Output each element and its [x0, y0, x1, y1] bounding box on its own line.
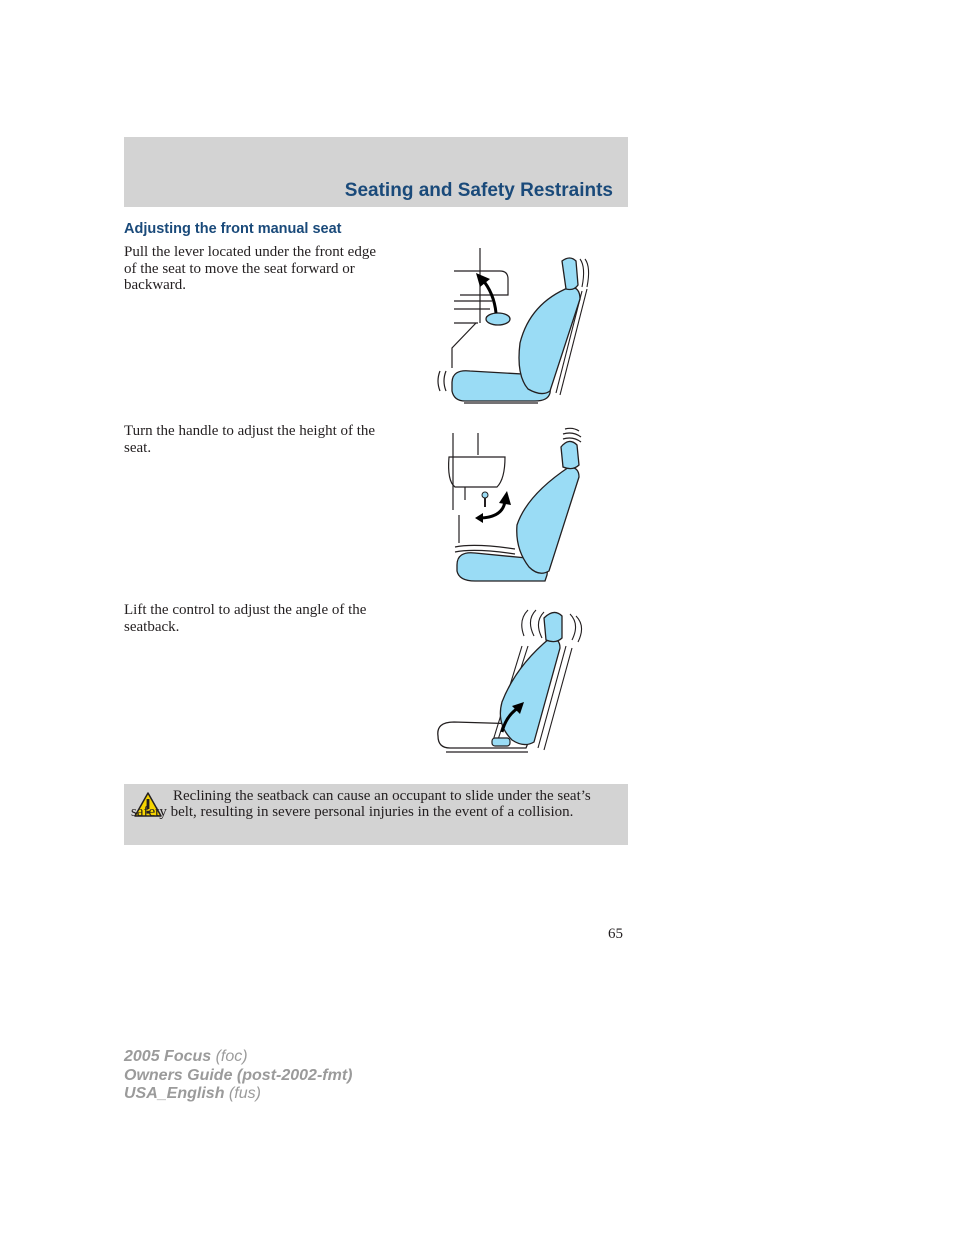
seatback-recline-illustration — [432, 606, 592, 761]
warning-box — [124, 784, 628, 845]
footer — [124, 1048, 352, 1104]
footer-guide: Owners Guide (post-2002-fmt) — [124, 1066, 353, 1084]
page-number: 65 — [608, 926, 623, 942]
footer-model: 2005 Focus — [124, 1048, 212, 1065]
footer-model-code: (foc) — [211, 1048, 248, 1065]
paragraph-seatback-angle: Lift the control to adjust the angle of the seatback. — [124, 602, 367, 635]
footer-line-3 — [124, 1085, 352, 1104]
section-heading: Adjusting the front manual seat — [124, 221, 342, 237]
paragraph-seat-height: Turn the handle to adjust the height of the seat. — [124, 423, 376, 456]
footer-line-2 — [124, 1067, 352, 1086]
seat-height-handle-illustration — [445, 425, 590, 587]
warning-text: Reclining the seatback can cause an occupant to slide under the seat’s safety belt, resulting in severe personal injuries in the event of a collision. — [131, 788, 591, 820]
paragraph-seat-forward-backward: Pull the lever located under the front edge of the seat to move the seat forward or backward. — [124, 244, 376, 293]
footer-language-code: (fus) — [224, 1085, 261, 1102]
page-title: Seating and Safety Restraints — [344, 180, 613, 201]
footer-line-1 — [124, 1048, 352, 1067]
footer-language: USA_English — [124, 1085, 225, 1102]
header-band — [124, 137, 628, 207]
seat-forward-lever-illustration — [430, 243, 600, 408]
